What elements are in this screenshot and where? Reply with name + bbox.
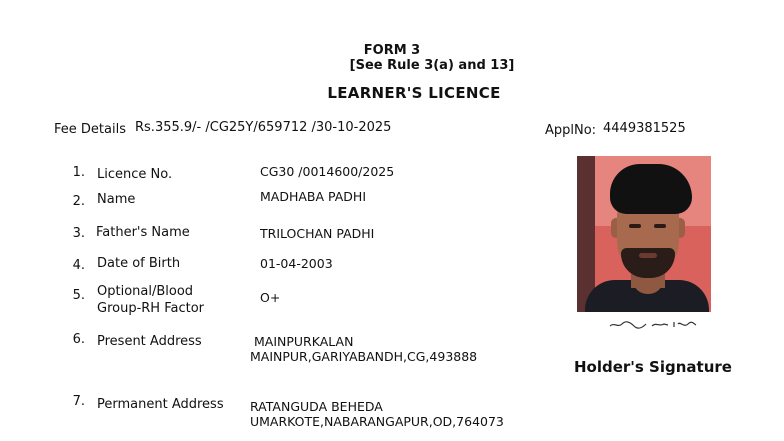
field-value-name: MADHABA PADHI [260, 189, 367, 204]
field-value-permanent-address: RATANGUDA BEHEDA [250, 399, 383, 414]
field-value-permanent-address-line2: UMARKOTE,NABARANGAPUR,OD,764073 [250, 414, 504, 429]
field-value-date-of-birth: 01-04-2003 [260, 256, 333, 271]
field-number: 5. [72, 288, 85, 303]
field-label-licence-no: Licence No. [97, 167, 173, 182]
field-label-blood-group-line2: Group-RH Factor [97, 301, 205, 316]
appl-no-label: ApplNo: [545, 123, 597, 138]
holder-signature-image [608, 318, 698, 332]
field-number: 4. [72, 258, 85, 273]
document-title: LEARNER'S LICENCE [327, 84, 501, 102]
field-number: 1. [72, 165, 85, 180]
field-label-name: Name [97, 192, 136, 207]
field-value-licence-no: CG30 /0014600/2025 [260, 164, 395, 179]
field-label-permanent-address: Permanent Address [97, 397, 224, 412]
field-number: 7. [72, 394, 85, 409]
field-label-date-of-birth: Date of Birth [97, 256, 181, 271]
field-value-fathers-name: TRILOCHAN PADHI [260, 226, 375, 241]
holder-photo [577, 156, 711, 312]
field-label-present-address: Present Address [97, 334, 202, 349]
fee-details-value: Rs.355.9/- /CG25Y/659712 /30-10-2025 [135, 120, 392, 135]
field-value-present-address: MAINPURKALAN [254, 334, 354, 349]
holder-signature-label: Holder's Signature [574, 358, 732, 376]
field-value-present-address-line2: MAINPUR,GARIYABANDH,CG,493888 [250, 349, 478, 364]
form-number: FORM 3 [363, 43, 421, 58]
field-value-blood-group: O+ [260, 290, 281, 305]
field-label-fathers-name: Father's Name [96, 225, 190, 240]
form-rule: [See Rule 3(a) and 13] [349, 58, 515, 73]
field-number: 2. [72, 194, 85, 209]
fee-details-label: Fee Details [54, 122, 126, 137]
field-label-blood-group: Optional/Blood [97, 284, 194, 299]
field-number: 3. [72, 226, 85, 241]
appl-no-value: 4449381525 [603, 121, 686, 136]
field-number: 6. [72, 332, 85, 347]
